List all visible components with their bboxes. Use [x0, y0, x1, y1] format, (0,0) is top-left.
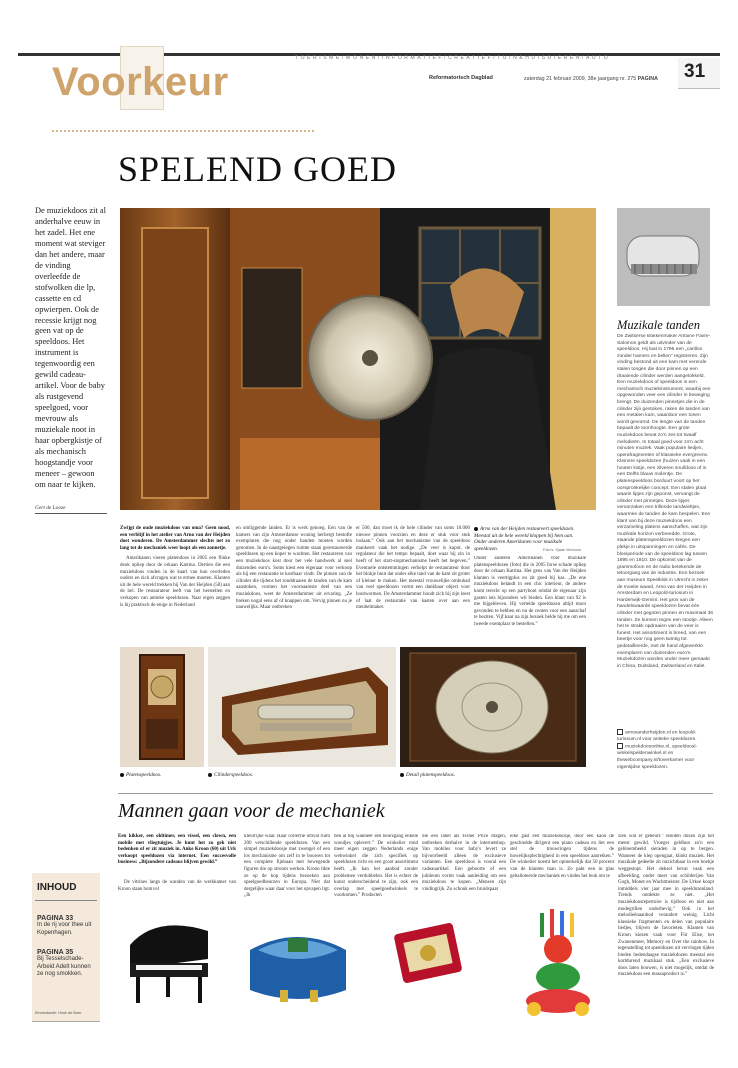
article2-headline: Mannen gaan voor de mechaniek — [118, 800, 385, 822]
article2-col4: die een label als Fisher Price dragen, ontbreken derhalve in de internetshop. Van mobiles voor baby's levert ze bijvoorbeeld alleen de exclusieve varianten. Een speeldoos is vooral een cadeauartikel. Een geboorte of een jubileum vormt vaak aanleiding om een muziekdoos te kopen. „Mensen zijn vindingrijk. Zo schonk een bruidspaar — [422, 834, 506, 892]
sidebar-title: Muzikale tanden — [617, 318, 700, 332]
article-headline: SPELEND GOED — [118, 149, 397, 189]
section-divider — [118, 793, 713, 794]
caption-bullet-icon — [400, 773, 404, 777]
caption-right-text: Detail platenspeeldoos. — [406, 772, 455, 778]
caption-left-text: Platenspeeldoos. — [126, 772, 162, 778]
article-lead: De muziekdoos zit al anderhalve eeuw in het zadel. Het ene moment wat steviger dan het andere, maar de vinding overleefde de stofwolken die lp, cassette en cd opwierpen. Ook de recessie krijgt nog geen vat op de speeldoos. Het instrument is tegenwoordig een gewild cadeau-artikel. Voor de baby als rustgevend speelgoed, voor mevrouw als muziekale noot in haar opbergkistje of als mechanisch hoogstandje voor meneer – gewoon om naar te kijken. — [35, 206, 106, 489]
clown-toy-illustration — [512, 905, 608, 1019]
article2-col6: zien wat er gebeurt.” Houten dozen zijn het meest gewild. Vroeger geldhun zo'n een gebloembeeld sieraden in op te bergen. Wanneer de klep opengaat, klinkt muziek. Het muzikale gedeelte zit onzichtbaar in een hoekje weggestopt. Het deksel bevat vaak een afbeelding, onder meer van schilderijen Van Gogh, Monet en Wachtmeister. De Urkse koopt inmiddels vier jaar mee in speeldozenland. Trends ontdekte ze niet. „Het muziekdoosrepertoire is tijdloos en niet aan modegrillen onderhevig.” Ook in het melodieënaanbod verandert weinig. Licht klassieke fragmenten en delen van populaire liedjes, blijven de favorieten. Klanten van Kroon kiezen vaak voor Für Elise, het Zwanenmeer, Memory en Over the rainbow. In tegenstelling tot speeldozen uit vervlogen tijden bieden hedendaagse muziekdozen meestal een kortdurend muzikaal stuk. „Een exclusieve doos laten bouwen, is niet mogelijk, omdat de muziekdoos een massaproduct is.” — [618, 834, 714, 978]
main-photo-music-box-restorer — [120, 208, 596, 510]
article-body-col3: er 500, dan moet ik de hele cilinder van soms 10.000 nieuwe pinnen voorzien en deze er stuk voor stuk inslaan.” Ook aan het mechanisme van de speeldoos mankeert vaak het nodige. „De veer is kapot, de regulateur die het tempo bepaalt, doet waar hij zin in heeft of het start-stopmechanisme heeft het begeven.” Eventuele ontstemmingen verhelpt de restaurateur door het blokje hout dat onder elke tand van de kam zit groter of kleiner te maken. Het meestal vrouwelijke ombuhad van veel speeldozen vormt een dankbaar object voor houtwormen. De Amsterdammer houdt zich bij zijn leest of laat de restauratie van kasten over aan een meubelmaker. — [356, 526, 470, 611]
article2-col5: elke gast een muziekdoosje, door een kaou de geschiedde dirigent een piano cadeau en liet een stel de trouwringen tijdens de huwelijksplechtigheid in een speeldoos aanreiken.” De winkelier noemt het opmerkelijk dat 50 procent van de klanten man is. Ze pakt een in glas geballoteerde mechaniek en vindes het leuk om te — [510, 834, 614, 879]
piano-music-box-illustration — [116, 905, 222, 1015]
article-body-col4: Onder anderen Amerikanen voor muzikale platenspeeldozen (foto) die in 2005 forse schade opliep door de orkaan Katrina. Het geus van Van der Heijden klanten is veertigplus en zit goed bij kas. „De ene muziekdoos belandt in een chic interieur, de andere komt terecht op een partyboot omdat de eigenaar zijn gasten iets bijzonders wil bieden. Een klant van 92 is me bijgebleven. Hij vertelde speeldozen altijd mooi gevonden te hebben en nu de centen voor een aanschaf te beziten. Vijf kaar na zijn bezoek belde hij me om een tweede exemplaar te bestellen.” — [474, 556, 586, 627]
painted-music-box-illustration — [240, 920, 356, 1010]
caption-right — [400, 772, 455, 778]
inhoud-item-1[interactable] — [37, 915, 97, 937]
caption-bullet-icon — [208, 773, 212, 777]
section-title: Voorkeur — [52, 60, 229, 104]
photo-disc-music-box-standing — [120, 647, 204, 767]
product-clown-music-toy — [512, 905, 608, 1019]
sidebar-links — [617, 729, 713, 771]
issue-info — [524, 76, 658, 82]
standing-music-box-illustration — [120, 647, 204, 767]
article2-col2: kleurrijke waar. Haar collectie omvat ruim 200 verschillende speeldozen. Van een simpel muziekdoosje met zwengel of een los mechanisme om zelf in te bouwen tot een complete fijnbaan met bewegende figuren die op stroom werken. Kroon tikte ze op de kop tijdens bezoeken aan speelgoedbeurzen in Europa. Niet dat dergelijke waar daar voor het opvapen ligt. „Ik — [244, 834, 330, 899]
caption-bullet-icon — [474, 527, 478, 531]
disc-music-box-detail-illustration — [400, 647, 586, 767]
page-label: PAGINA — [637, 76, 658, 82]
article-body-col1-text: Amerikanen vieren platendoos in 2005 een flinke deuk opliep door de orkaan Katrina. Dertien die een muziekdoos vinden in de kaart van hun overleden ouders en zich afvragen wat te ermee moeten. Klanten uit de hele wereld trekken bij Van der Heijden (58) aan de bel. De restaurateur leeft van het herstellen en verkopen van antieke speeldozen. Naar eigen zeggen is hij praktisch de enige in Nederland — [120, 556, 230, 608]
product-piano-music-box — [116, 905, 222, 1015]
inhoud-rule — [35, 900, 97, 901]
inhoud-title: INHOUD — [37, 882, 77, 893]
photo-cylinder-music-box — [208, 647, 396, 767]
article-body-col2: en omliggende landen. Er is werk genoeg. Een van de kamers van zijn Amsterdamse woning herbergt bestofte exemplaren die nog onder handen moeten worden genomen. In de naastgelegen ruimte staan gerestaureerde speeldozen op een koper te wachten. Het restaureren van een muziekdoos kost door het vele handwerk al snel duizenden euro's. Soms kiest een eigenaar voor verkoop als hij een restauratie te kostbaar vindt. De pinnen van de cilinder die tijdens het ronddraaien de tanden van de kam aanstoken, vormen het voornaamste deel van een muziekdoos, weet de Amsterdammer uit ervaring. „Ze breken nogal eens af of knappen om. Vervig pinnen nu je nauwelijks. Maar ontbreken — [236, 526, 352, 611]
product-painted-music-box — [240, 920, 356, 1010]
sidebar-link-modern-text: muziekdoosonline.nl, speeldoosl-winkelspeldenwinkel.nl en thewebcompany.nl/toverkamer voor eigentijdse speeldozen. — [617, 744, 698, 770]
caption-middle-text: Cilinderspeeldoos. — [214, 772, 254, 778]
sidebar-link-modern[interactable] — [617, 743, 713, 771]
red-box-illustration — [388, 908, 476, 1008]
cylinder-music-box-illustration — [208, 647, 396, 767]
caption-left — [120, 772, 161, 778]
caption-middle — [208, 772, 253, 778]
main-photo-illustration — [120, 208, 596, 510]
inhoud-item-2-page: PAGINA 35 — [37, 949, 74, 956]
header-dotted-line — [52, 130, 314, 132]
article-body-col1 — [120, 526, 230, 609]
article2-intro: Een kikker, een oldtimer, een vissel, een clown, een mobile met vliegtuigjes. Je kunt het zo gek niet bedenken of er zit muziek in. Anke Kroon (60) uit Urk verkoopt speeldozen via internet. Een succesvolle business: „Bijzondere cadeaus blijven gewild.” — [118, 834, 236, 866]
inhoud-item-2-text: Bij Tesselschade-Arbeid Adelt kunnen ze nog smokken. — [37, 956, 91, 978]
newspaper-logo: Reformatorisch Dagblad — [429, 75, 493, 81]
link-box-icon — [617, 743, 623, 749]
sidebar-link-antique[interactable] — [617, 729, 713, 743]
article2-col1: De vitrines langs de wanden van de werkkamer van Kroon staan bomvol — [118, 880, 236, 892]
photo-disc-music-box-detail — [400, 647, 586, 767]
inhoud-item-1-text: In de rij voor thee uit Kopenhagen. — [37, 922, 92, 936]
page-number: 31 — [684, 61, 706, 82]
issue-date: zaterdag 21 februari 2009, 38e jaargang nr. 275 — [524, 76, 637, 82]
author-byline: Gert de Looze — [35, 505, 107, 514]
article2-col3: ben al blij wanneer een beursgang enkele wondjes oplevert.” De winkelier rond meer eigen zeggen Nederlands enige webwinkel die zich specifiek op speeldozen richt en een groot assortiment heeft. „Ik kan het aanbod zonder problemen verdubbelen. Het is echter de kunst onderscheidend te zijn, ook een overlap met speelgoedwinkels te voorkomen.” Producten — [334, 834, 418, 899]
sidebar-photo-comb-mechanism — [617, 208, 710, 306]
photo-credit: Foto's: Sjaak Verboom — [543, 548, 582, 552]
inhoud-editor: Eindredactie: Henk de Boer — [35, 1011, 82, 1015]
sidebar-body: De Zwitserse klokkenmaker Antoine Favre-Salomon geldt als uitvinder van de speeldoos. Hij laat in 1796 een „carillon zonder hamers en bellen” registreren. Zijn vinding bestond uit een kam met verende stalen tongen die door pinnen op een draaiende cilinder werden aangetokkeld. Een muziekdoos of speeldoos is een mechanisch muziekinstrument, waarbij een opgewonden veer een cilinder in beweging brengt. De duizenden pinnetjes die in de cilinder zijn gestoken, raken de tanden van een metalen kam, waardoor een tonen wordt gevormd. De lengte van de tanden bepaalt de toonhoogte. Een grote muziekdoos bevat zo'n zes tot twaalf melodieën. In totaal goed voor zo'n acht minuten muziek. Vaak populaire liedjes, operafragmenten of klassieke evergreens. Kleinere speeldozen (huizen vaak in een houten kistje, een zilveren snuifdoos of in een Delfts blauw molentje. De platenspeeldoos borduurt voort op het oorspronkelijke concept. Een stalen plaat waarin lipjes zijn geponst, vervangt de cilinder met pinnetjes. Deze lipjes veroorzaken een trillende tandwieltjes, waarmee de tanden de kam bespelen. Een klant van bij deze muziekdoos een verzameling platens aanschaffen, wat zijn muzikale horizon verbreedde. Grote, staande platenspeeldozen kregen een plekje in uitspanningen en cafés. De bloeiperiode van de speeldoos lag tussen 1895 en 1910. De opkomst van de grammofoon en de radio betekende de teloorgang van de industrie. Een bezoek aan museum Speelklok in Utrecht is zeker de moeite waard. Arno van der Heijden in Amsterdam en Leopold-turiosum in Harderwijk-Gemini. Het gros van de handelswaarde speeldozen bevat één cilinder met gegoten pinnen en maximaal 36 tanden. Ze kunnen tegen een stootje. Alleen het te strakk opdraaien van de veer is funest. Het assortiment is breed, van een beertje voor nog geen twintig tot gedetailleerde, met de hand afgewerkte exemplaren van duizenden euro's. Muziekdozen worden onder meer gemaakt in China, Duitsland, Zwitserland en Italië. — [617, 334, 713, 669]
category-strip: TOERISME/WONEN/INFORMATIEF/CREATIEF/TUIN&HUISDIEREN/AUTO — [295, 55, 611, 61]
link-box-icon — [617, 729, 623, 735]
sidebar-link-antique-text: arnovanderheijden.nl en leopold-turiosum.nl voor antieke speeldozen. — [617, 730, 697, 742]
inhoud-item-1-page: PAGINA 33 — [37, 915, 74, 922]
inhoud-box — [32, 873, 100, 1022]
caption-bullet-icon — [120, 773, 124, 777]
inhoud-item-2[interactable] — [37, 949, 97, 979]
main-photo-caption-text: Arno van der Heijden restaureert speeldozen. Meestal uit de hele wereld kloppen bij hem aan. Onder anderen Amerikanen voor muzikale speeldozen. — [474, 526, 575, 552]
article-intro: Zwijgt de oude muziekdoos van oma? Geen nood, een verblijf in het atelier van Arno van der Heijden doet wonderen. De Amsterdammer slechts net zo lang tot de mechaniek weer loopt als een zonnetje. — [120, 526, 230, 551]
comb-mechanism-illustration — [617, 208, 710, 306]
product-red-box — [388, 908, 476, 1008]
